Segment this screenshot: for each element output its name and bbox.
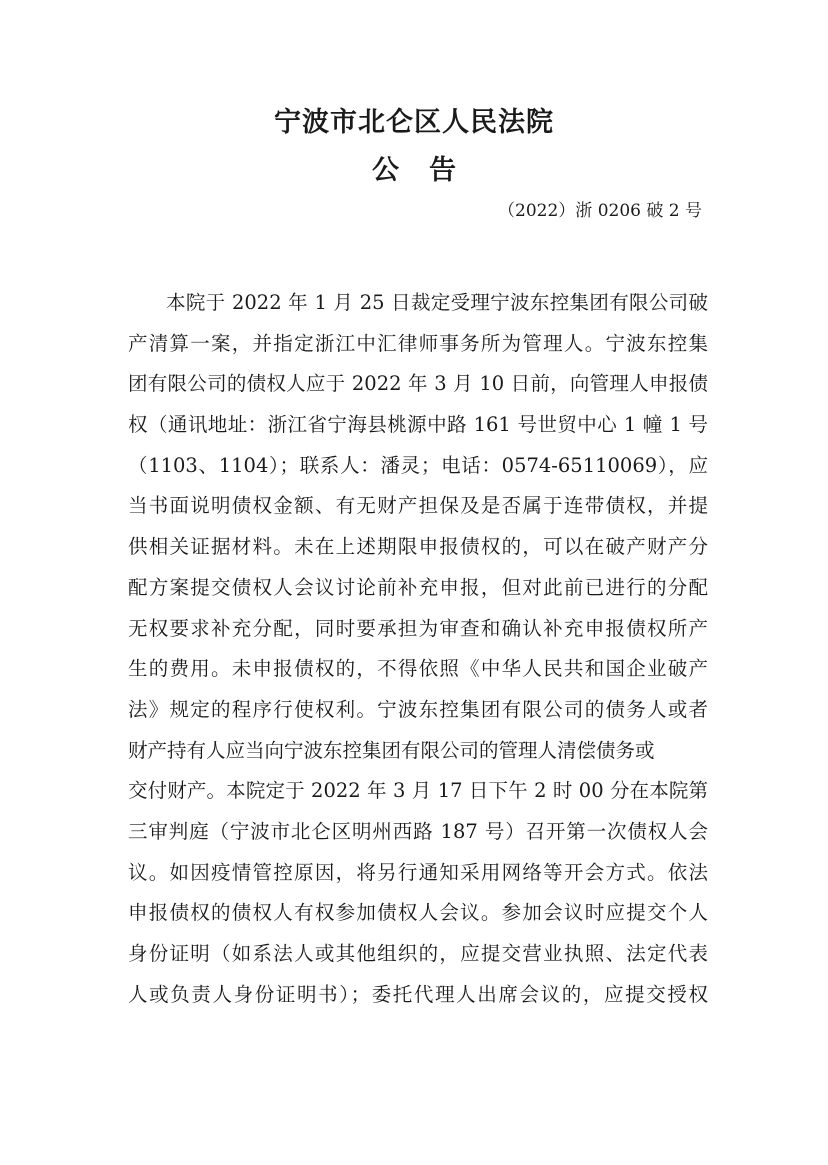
body-line: 申报债权的债权人有权参加债权人会议。参加会议时应提交个人	[128, 901, 708, 925]
document-title: 公告	[372, 155, 486, 186]
body-line: 团有限公司的债权人应于 2022 年 3 月 10 日前，向管理人申报债	[128, 372, 708, 396]
body-line: 配方案提交债权人会议讨论前补充申报，但对此前已进行的分配	[128, 575, 708, 599]
case-number: （2022）浙 0206 破 2 号	[498, 201, 702, 221]
body-line: 当书面说明债权金额、有无财产担保及是否属于连带债权，并提	[128, 494, 708, 518]
body-line: 权（通讯地址：浙江省宁海县桃源中路 161 号世贸中心 1 幢 1 号	[128, 413, 708, 437]
court-name: 宁波市北仑区人民法院	[274, 107, 554, 138]
notice-body	[128, 283, 708, 1015]
body-line: 本院于 2022 年 1 月 25 日裁定受理宁波东控集团有限公司破	[166, 291, 708, 314]
body-line: 三审判庭（宁波市北仑区明州西路 187 号）召开第一次债权人会	[128, 819, 708, 843]
body-line: 产清算一案，并指定浙江中汇律师事务所为管理人。宁波东控集	[128, 331, 708, 355]
body-line: 人或负责人身份证明书）；委托代理人出席会议的，应提交授权	[128, 982, 708, 1006]
body-line: 供相关证据材料。未在上述期限申报债权的，可以在破产财产分	[128, 535, 708, 559]
body-line: 生的费用。未申报债权的，不得依照《中华人民共和国企业破产	[128, 657, 708, 681]
body-line: 财产持有人应当向宁波东控集团有限公司的管理人清偿债务或	[128, 738, 655, 762]
body-line: 身份证明（如系法人或其他组织的，应提交营业执照、法定代表	[128, 942, 708, 965]
body-line: 议。如因疫情管控原因，将另行通知采用网络等开会方式。依法	[128, 860, 708, 884]
body-line: 无权要求补充分配，同时要承担为审查和确认补充申报债权所产	[128, 616, 708, 640]
body-line: 法》规定的程序行使权利。宁波东控集团有限公司的债务人或者	[128, 697, 708, 721]
body-line: （1103、1104）；联系人：潘灵；电话：0574-65110069），应	[128, 453, 708, 477]
body-line: 交付财产。本院定于 2022 年 3 月 17 日下午 2 时 00 分在本院第	[128, 779, 708, 803]
